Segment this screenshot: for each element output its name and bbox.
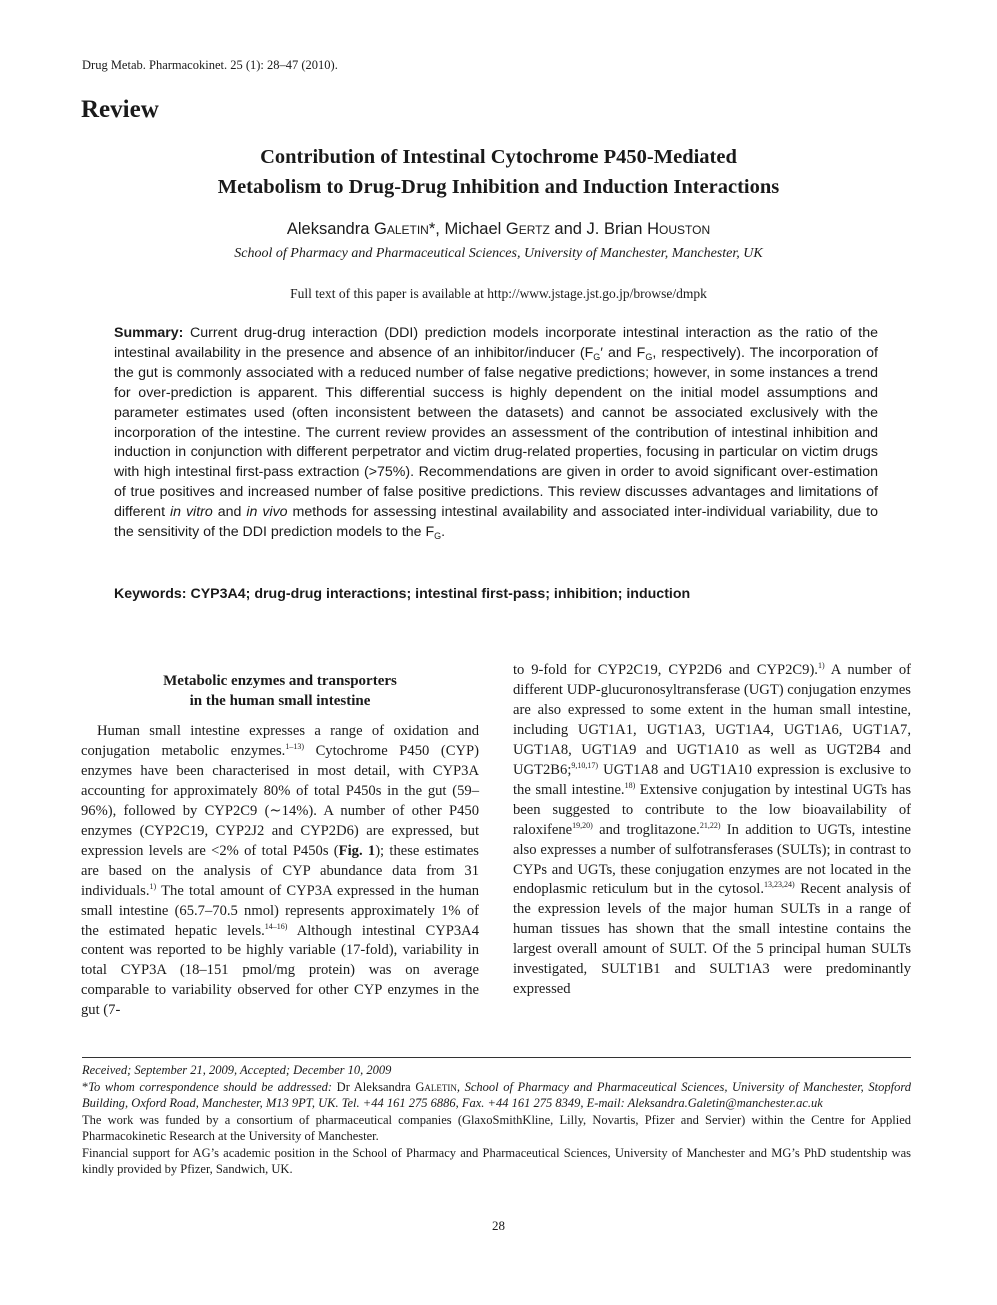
footnotes	[82, 1062, 911, 1178]
body-column-left: Human small intestine expresses a range of oxidation and conjugation metabolic enzymes.$^{1-13)}$ Cytochrome P450 (CYP) enzymes have been characterised in most detail, with CYP3A accounting for approximately 80% of total P450s in the gut (59–96%), followed by CYP2C9 (∼14%). A number of other P450 enzymes (CYP2C19, CYP2J2 and CYP2D6) are expressed, but expression levels are <2% of total P450s (Fig. 1); these estimates are based on the analysis of CYP abundance data from 31 individuals.$^{1)}$ The total amount of CYP3A expressed in the human small intestine (65.7–70.5 nmol) represents approximately 1% of the estimated hepatic levels.$^{14-16)}$ Although intestinal CYP3A4 content was reported to be highly variable (17-fold), variability in total CYP3A (18–151 pmol/mg protein) was on average comparable to variability observed for other CYP enzymes in the gut (7-	[81, 723, 479, 1019]
support-note: Financial support for AG’s academic position in the School of Pharmacy and Pharmaceutical Sciences, University of Manchester and MG’s PhD studentship was kindly provided by Pfizer, Sandwich, UK.	[82, 1145, 911, 1176]
correspondence-note: *To whom correspondence should be addressed: Dr Aleksandra Galetin, School of Pharmacy and Pharmaceutical Sciences, University of Manchester, Stopford Building, Oxford Road, Manchester, M13 9PT, UK. Tel. +44 161 275 6886, Fax. +44 161 275 8349, E-mail: Aleksandra.Galetin@manchester.ac.uk	[82, 1079, 911, 1110]
author-list: Aleksandra Galetin*, Michael Gertz and J. Brian Houston	[286, 220, 711, 238]
keywords: Keywords: CYP3A4; drug-drug interactions; intestinal first-pass; inhibition; induction	[114, 586, 691, 602]
title-line-1: Contribution of Intestinal Cytochrome P450-Mediated	[260, 146, 737, 168]
reference-citation: 21,22)	[699, 820, 721, 830]
author-surname-houston: Houston	[647, 220, 711, 238]
received-dates: Received; September 21, 2009, Accepted; December 10, 2009	[82, 1063, 392, 1077]
reference-citation: 13,23,24)	[764, 880, 795, 890]
author-surname-galetin: Galetin	[374, 220, 429, 238]
funding-note: The work was funded by a consortium of pharmaceutical companies (GlaxoSmithKline, Lilly, Novartis, Pfizer and Servier) within the Centre for Applied Pharmacokinetic Research at the University of Manchester.	[82, 1112, 911, 1143]
reference-citation: 1)	[149, 881, 157, 891]
body-column-right: to 9-fold for CYP2C19, CYP2D6 and CYP2C9).$^{1)}$ A number of different UDP-glucuronosyltransferase (UGT) conjugation enzymes are also expressed to some extent in the human small intestine, including UGT1A1, UGT1A3, UGT1A4, UGT1A6, UGT1A7, UGT1A8, UGT1A9 and UGT1A10 as well as UGT2B4 and UGT2B6;$^{9,10,17)}$ UGT1A8 and UGT1A10 expression is exclusive to the small intestine.$^{18)}$ Extensive conjugation by intestinal UGTs has been suggested to contribute to the low bioavailability of raloxifene$^{19,20)}$ and troglitazone.$^{21,22)}$ In addition to UGTs, intestine also expresses a number of sulfotransferases (SULTs); in contrast to CYPs and UGTs, these conjugation enzymes are not located in the endoplasmic reticulum but in the cytosol.$^{13,23,24)}$ Recent analysis of the expression levels of the major human SULTs in a range of human tissues has shown that the small intestine contains the largest overall amount of SULT. Of the 5 principal human SULTs investigated, SULT1B1 and SULT1A3 were predominantly expressed	[513, 661, 912, 998]
footnote-divider	[82, 1057, 911, 1058]
title-line-2: Metabolism to Drug-Drug Inhibition and Induction Interactions	[217, 176, 780, 198]
section-heading: Metabolic enzymes and transporters in the human small intestine	[163, 673, 397, 709]
abstract-summary: Summary: Current drug-drug interaction (DDI) prediction models incorporate intestinal interaction as the ratio of the intestinal availability in the presence and absence of an inhibitor/inducer ($F_G'$ and $F_G$, respectively). The incorporation of the gut is commonly associated with a reduced number of false negative predictions; however, in some instances a trend for over-prediction is apparent. This differential success is highly dependent on the initial model assumptions and parameter estimates used (often inconsistent between the datasets) and cannot be associated exclusively with the incorporation of the intestine. The current review provides an assessment of the contribution of intestinal inhibition and induction in conjunction with different perpetrator and victim drug-related properties, focusing in particular on victim drugs with high intestinal first-pass extraction (>75%). Recommendations are given in order to avoid significant over-estimation of true positives and increased number of false positive predictions. This review discusses advantages and limitations of different in vitro and in vivo methods for assessing intestinal availability and associated inter-individual variability, due to the sensitivity of the DDI prediction models to the $F_G$.	[114, 325, 879, 542]
reference-citation: 14–16)	[264, 921, 288, 931]
article-type-heading: Review	[81, 96, 159, 123]
reference-citation: 1–13)	[285, 741, 304, 751]
reference-citation: 1)	[817, 661, 825, 670]
reference-citation: 18)	[624, 780, 636, 790]
affiliation: School of Pharmacy and Pharmaceutical Sciences, University of Manchester, Manchester, UK	[234, 246, 763, 261]
journal-citation: Drug Metab. Pharmacokinet. 25 (1): 28–47 (2010).	[82, 58, 338, 72]
reference-citation: 19,20)	[572, 820, 593, 830]
page-number: 28	[492, 1218, 505, 1233]
full-text-note: Full text of this paper is available at http://www.jstage.jst.go.jp/browse/dmpk	[290, 286, 707, 301]
reference-citation: 9,10,17)	[571, 760, 599, 770]
summary-label: Summary:	[114, 325, 184, 341]
article-title	[120, 142, 877, 202]
author-surname-gertz: Gertz	[505, 220, 550, 238]
figure-reference: Fig. 1	[338, 842, 376, 859]
